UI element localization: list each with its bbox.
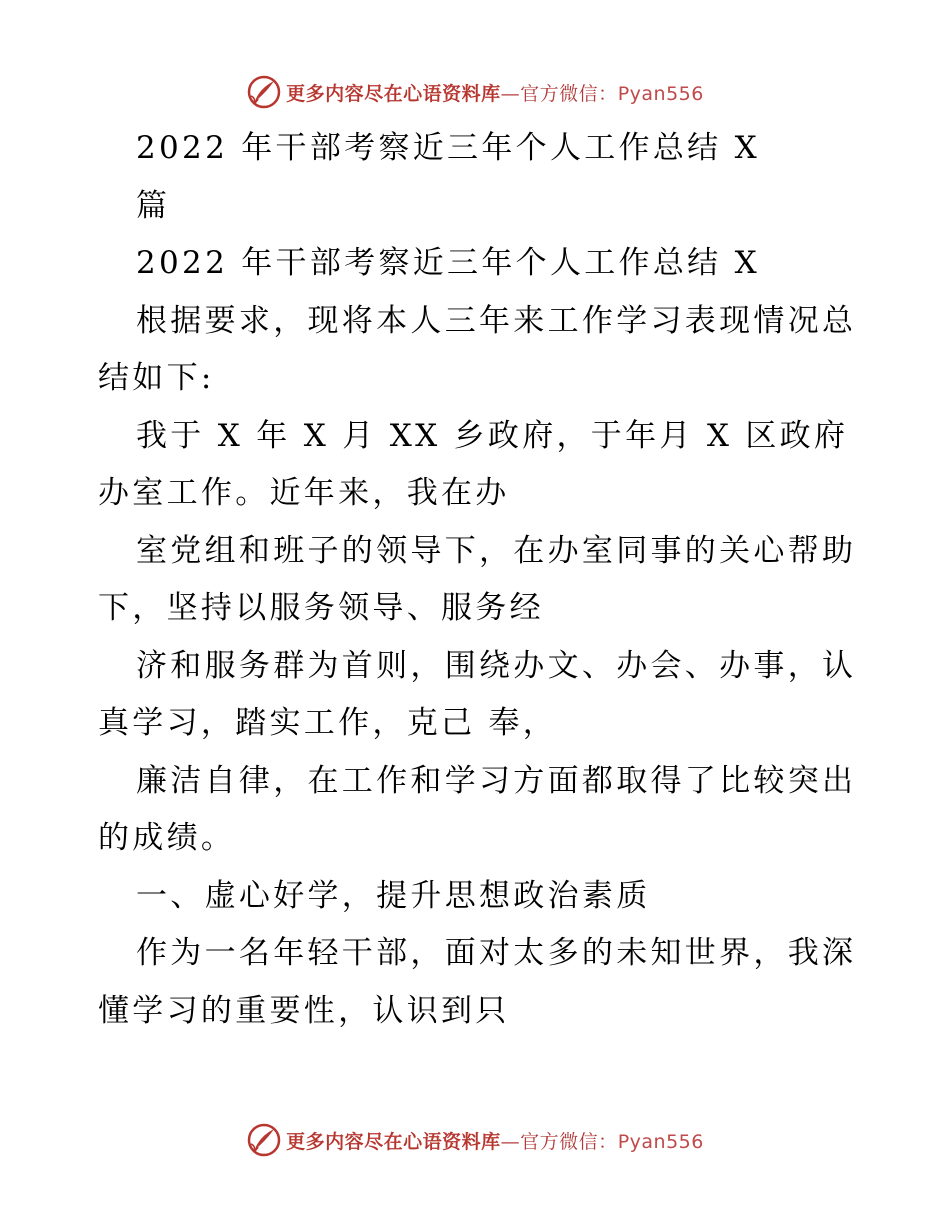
document-line: 2022 年干部考察近三年个人工作总结 X [136, 245, 760, 281]
document-line: 我于 X 年 X 月 XX 乡政府，于年月 X 区政府 [136, 417, 849, 454]
document-line: 懂学习的重要性，认识到只 [98, 992, 510, 1029]
footer-banner-text [286, 1127, 704, 1154]
document-body [98, 120, 858, 1040]
document-line: 一、虚心好学，提升思想政治素质 [136, 877, 651, 914]
document-line: 结如下: [98, 360, 215, 396]
document-line: 篇 [136, 187, 171, 224]
document-line: 济和服务群为首则，围绕办文、办会、办事，认 [136, 647, 857, 684]
document-line: 室党组和班子的领导下，在办室同事的关心帮助 [136, 532, 857, 569]
document-line: 下，坚持以服务领导、服务经 [98, 590, 544, 626]
header-wechat-id: Pyan556 [617, 82, 704, 105]
quill-pen-logo-icon [246, 1122, 282, 1158]
document-line: 作为一名年轻干部，面对太多的未知世界，我深 [136, 935, 857, 971]
header-brand: 更多内容尽在心语资料库 [286, 82, 501, 105]
quill-pen-logo-icon [246, 74, 282, 110]
footer-banner [0, 1118, 950, 1162]
header-banner [0, 70, 950, 114]
footer-wechat-label: —官方微信： [500, 1130, 618, 1153]
document-line: 根据要求，现将本人三年来工作学习表现情况总 [136, 302, 857, 339]
header-banner-text [286, 79, 704, 106]
footer-wechat-id: Pyan556 [617, 1130, 704, 1153]
document-line: 办室工作。近年来，我在办 [98, 475, 510, 511]
header-wechat-label: —官方微信： [500, 82, 618, 105]
document-line: 真学习，踏实工作，克己 奉， [98, 705, 558, 741]
document-line: 2022 年干部考察近三年个人工作总结 X [136, 130, 760, 166]
document-line: 的成绩。 [98, 820, 236, 856]
document-line: 廉洁自律，在工作和学习方面都取得了比较突出 [136, 762, 857, 799]
footer-brand: 更多内容尽在心语资料库 [286, 1130, 501, 1153]
